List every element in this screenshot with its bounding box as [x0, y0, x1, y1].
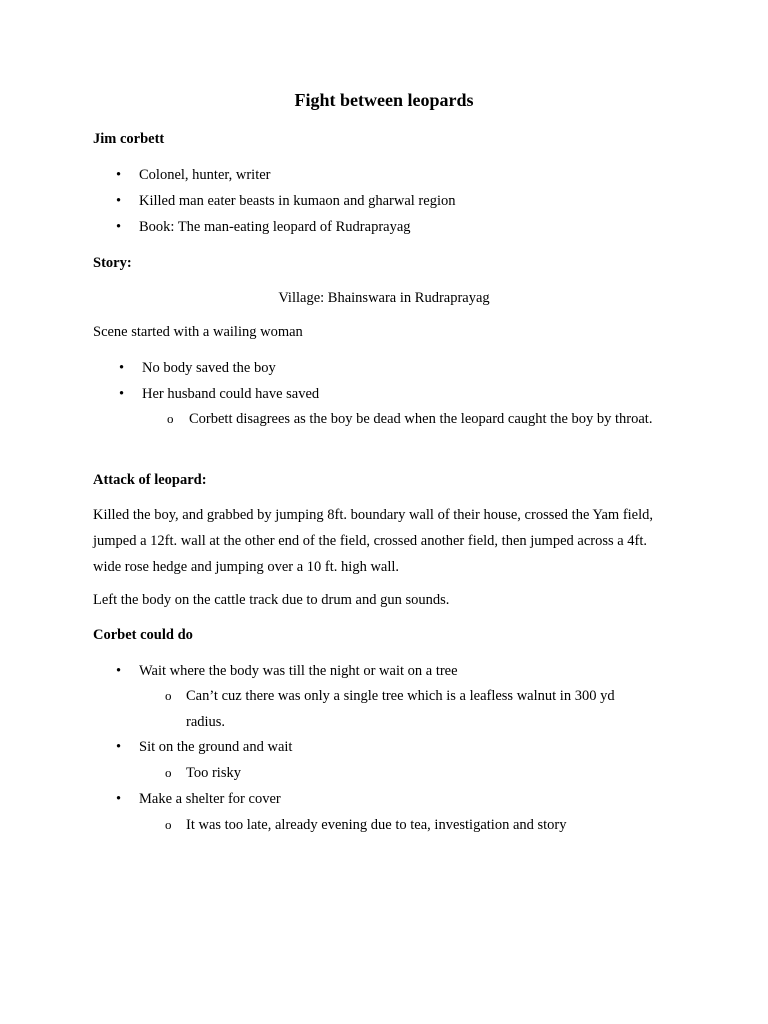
bullet-icon: •	[119, 360, 125, 376]
page-title: Fight between leopards	[294, 90, 474, 110]
bullet-icon: •	[116, 739, 122, 755]
list-item: Book: The man-eating leopard of Rudraprayag	[139, 219, 411, 235]
list-item: Colonel, hunter, writer	[139, 167, 271, 183]
sub-list-item: Too risky	[186, 765, 241, 781]
heading-jim-corbett: Jim corbett	[93, 131, 165, 147]
heading-story: Story:	[93, 255, 132, 271]
scene-paragraph: Scene started with a wailing woman	[93, 324, 303, 340]
bullet-icon: •	[116, 219, 122, 235]
list-item: Killed man eater beasts in kumaon and gharwal region	[139, 193, 456, 209]
bullet-icon: •	[116, 193, 122, 209]
heading-attack: Attack of leopard:	[93, 472, 207, 488]
list-item: Make a shelter for cover	[139, 791, 281, 807]
sub-list-item: Corbett disagrees as the boy be dead when the leopard caught the boy by throat.	[189, 411, 653, 427]
list-item: Her husband could have saved	[142, 386, 320, 402]
heading-could-do: Corbet could do	[93, 627, 193, 643]
attack-paragraph-2: Left the body on the cattle track due to drum and gun sounds.	[93, 592, 450, 608]
bullet-icon: •	[116, 167, 122, 183]
bullet-icon: •	[119, 386, 125, 402]
sub-list-item: Can’t cuz there was only a single tree which is a leafless walnut in 300 yd radius.	[186, 688, 615, 730]
sub-bullet-icon: o	[165, 765, 172, 780]
sub-bullet-icon: o	[165, 817, 172, 832]
bullet-icon: •	[116, 663, 122, 679]
sub-list-item: It was too late, already evening due to tea, investigation and story	[186, 817, 567, 833]
bullet-icon: •	[116, 791, 122, 807]
attack-paragraph: Killed the boy, and grabbed by jumping 8ft. boundary wall of their house, crossed the Yam field, jumped a 12ft. wall at the other end of the field, crossed another field, then jumped across a 4ft. wide rose hedge and jumping over a 10 ft. high wall.	[93, 507, 654, 575]
list-item: No body saved the boy	[142, 360, 276, 376]
list-item: Wait where the body was till the night or wait on a tree	[139, 663, 458, 679]
village-line: Village: Bhainswara in Rudraprayag	[278, 290, 490, 306]
list-item: Sit on the ground and wait	[139, 739, 293, 755]
sub-bullet-icon: o	[167, 411, 174, 426]
sub-bullet-icon: o	[165, 688, 172, 703]
